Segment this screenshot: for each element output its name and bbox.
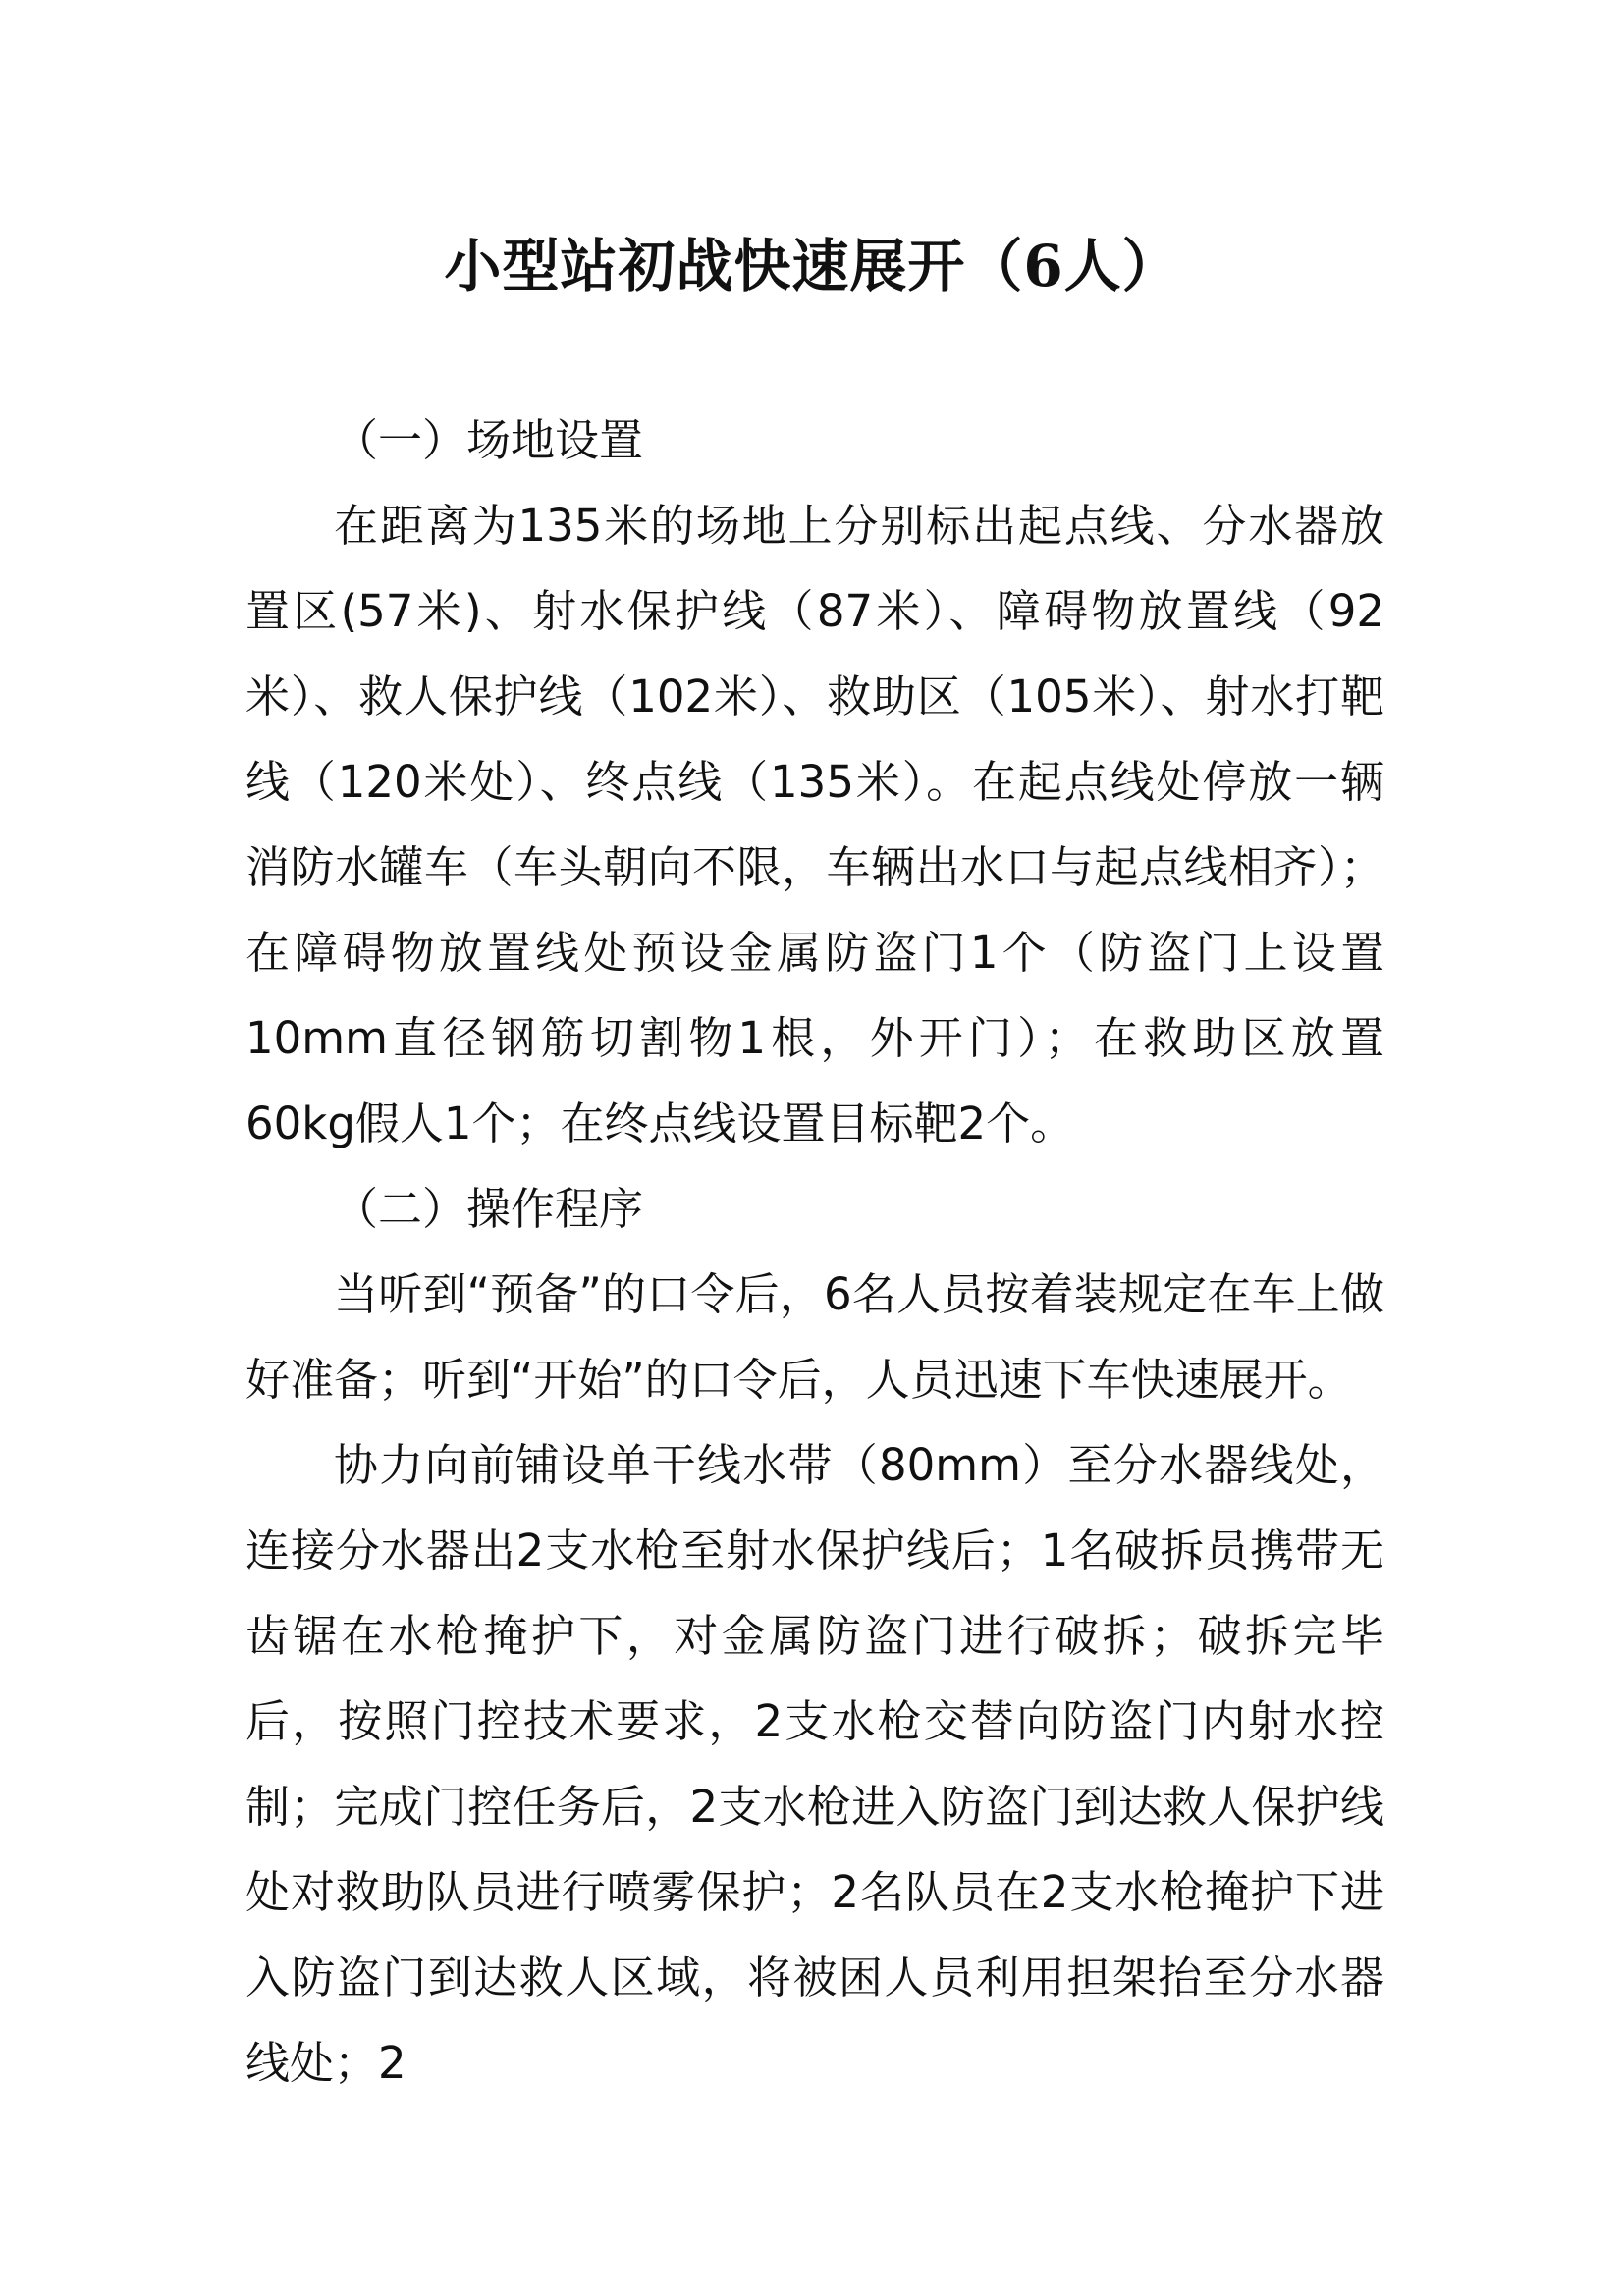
section-heading-site-setup: （一）场地设置 [334,414,644,466]
procedure-paragraph-2: 协力向前铺设单干线水带（80mm）至分水器线处，连接分水器出2支水枪至射水保护线后；1名破拆员携带无齿锯在水枪掩护下，对金属防盗门进行破拆；破拆完毕后，按照门控技术要求，2支水枪交替向防盗门内射水控制；完成门控任务后，2支水枪进入防盗门到达救人保护线处对救助队员进行喷雾保护；2名队员在2支水枪掩护下进入防盗门到达救人区域，将被困人员利用担架抬至分水器线处；2 [245,1439,1384,2089]
document-body [245,398,1384,2106]
site-setup-paragraph: 在距离为135米的场地上分别标出起点线、分水器放置区(57米)、射水保护线（87米）、障碍物放置线（92米）、救人保护线（102米）、救助区（105米）、射水打靶线（120米处）、终点线（135米）。在起点线处停放一辆消防水罐车（车头朝向不限，车辆出水口与起点线相齐）；在障碍物放置线处预设金属防盗门1个（防盗门上设置10mm直径钢筋切割物1根，外开门）；在救助区放置60kg假人1个；在终点线设置目标靶2个。 [245,500,1384,1149]
page-title: 小型站初战快速展开（6人） [444,233,1180,299]
section-heading-procedure: （二）操作程序 [334,1183,644,1235]
procedure-paragraph-1: 当听到“预备”的口令后，6名人员按着装规定在车上做好准备；听到“开始”的口令后，人员迅速下车快速展开。 [245,1268,1384,1406]
